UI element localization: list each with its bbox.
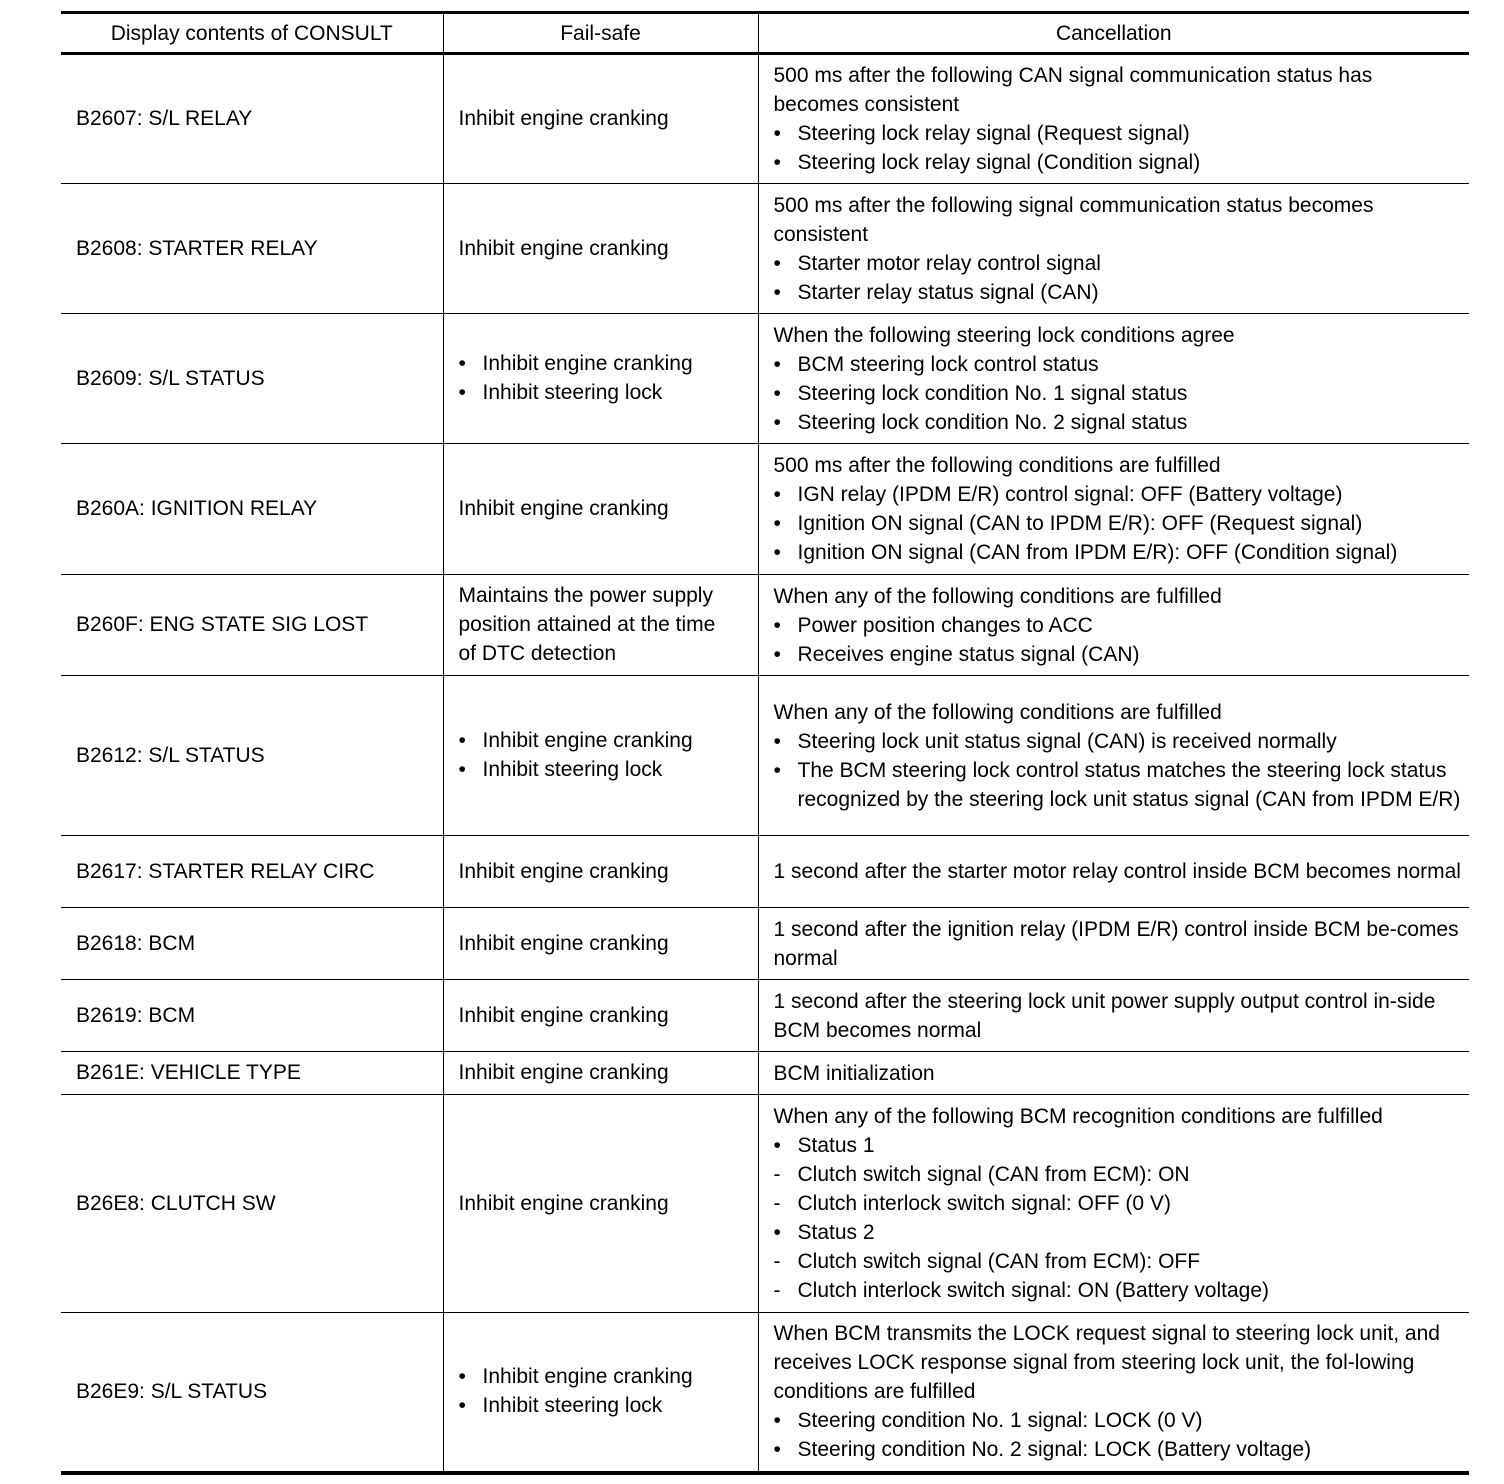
failsafe-item: [459, 1362, 748, 1391]
bullet-icon: •: [773, 483, 781, 506]
failsafe-item: [459, 639, 748, 668]
bullet-icon: •: [773, 381, 781, 405]
failsafe-text: Inhibit engine cranking: [458, 107, 669, 130]
cancellation-cell: [758, 908, 1469, 980]
cancellation-text: 1 second after the starter motor relay control inside BCM becomes normal: [773, 860, 1461, 883]
header-failsafe: Fail-safe: [443, 13, 758, 54]
dtc-code-cell: B2609: S/L STATUS: [76, 366, 265, 390]
item-text: Clutch switch signal (CAN from ECM): ON: [797, 1163, 1190, 1186]
cancellation-text: 500 ms after the following signal communication status becomes consistent: [773, 193, 1374, 246]
dash-item: [774, 1189, 1464, 1218]
bullet-icon: •: [458, 1394, 466, 1418]
bullet-item: [774, 119, 1464, 148]
failsafe-item: [459, 755, 748, 784]
bullet-icon: •: [458, 381, 466, 404]
bullet-icon: •: [773, 122, 781, 145]
cancellation-text: 1 second after the ignition relay (IPDM E/R) control inside BCM be-comes normal: [773, 917, 1459, 970]
dtc-code-cell: B2617: STARTER RELAY CIRC: [76, 859, 375, 883]
item-text: Steering lock relay signal (Condition signal): [797, 151, 1201, 174]
bullet-item: [774, 480, 1464, 509]
cancellation-text: When any of the following conditions are fulfilled: [773, 584, 1222, 608]
bullet-icon: •: [773, 1409, 781, 1433]
failsafe-text: Inhibit steering lock: [482, 1394, 663, 1418]
cancellation-cell: [758, 184, 1469, 314]
dtc-code-cell: B2618: BCM: [76, 931, 196, 955]
item-text: Starter motor relay control signal: [797, 251, 1101, 275]
bullet-item: [774, 408, 1464, 437]
item-text: Steering lock condition No. 1 signal status: [797, 381, 1188, 405]
dtc-code-cell: B261E: VEHICLE TYPE: [76, 1061, 301, 1084]
header-cancellation: Cancellation: [758, 13, 1469, 54]
table-row: [61, 54, 1469, 184]
item-text: Receives engine status signal (CAN): [797, 642, 1140, 666]
cancellation-cell: [758, 314, 1469, 444]
item-text: Status 2: [797, 1221, 875, 1244]
dtc-code-cell: B2608: STARTER RELAY: [76, 236, 318, 260]
table-row: [61, 908, 1469, 980]
dash-item: [774, 1160, 1464, 1189]
failsafe-cell: [443, 836, 758, 908]
item-text: Steering lock unit status signal (CAN) is received normally: [797, 729, 1337, 753]
bullet-icon: •: [773, 280, 781, 304]
failsafe-text: Inhibit engine cranking: [482, 1365, 693, 1389]
bullet-item: [774, 249, 1464, 278]
item-text: The BCM steering lock control status matches the steering lock status recognized by the steering lock unit status signal (CAN from IPDM E/R): [797, 758, 1461, 811]
cancellation-cell: [758, 575, 1469, 676]
item-text: BCM steering lock control status: [797, 352, 1099, 376]
failsafe-text: of DTC detection: [458, 642, 617, 665]
failsafe-cell: [443, 1313, 758, 1473]
bullet-icon: •: [773, 613, 781, 637]
failsafe-text: Inhibit engine cranking: [482, 729, 693, 752]
dtc-code-cell: B260F: ENG STATE SIG LOST: [76, 613, 369, 636]
bullet-item: [774, 1131, 1464, 1160]
failsafe-cell: [443, 575, 758, 676]
bullet-icon: •: [773, 1134, 781, 1157]
bullet-icon: •: [773, 1438, 781, 1462]
bullet-icon: •: [458, 729, 466, 752]
bullet-item: [774, 756, 1464, 814]
cancellation-text: BCM initialization: [773, 1061, 935, 1085]
failsafe-cell: [443, 184, 758, 314]
bullet-icon: •: [458, 758, 466, 781]
failsafe-item: [459, 610, 748, 639]
failsafe-text: Maintains the power supply: [458, 584, 713, 607]
bullet-item: [774, 611, 1464, 640]
failsafe-text: Inhibit steering lock: [482, 381, 663, 404]
item-text: Steering lock condition No. 2 signal status: [797, 410, 1188, 434]
failsafe-text: Inhibit engine cranking: [458, 859, 669, 883]
cancellation-cell: [758, 1095, 1469, 1313]
cancellation-cell: [758, 980, 1469, 1052]
failsafe-text: Inhibit steering lock: [482, 758, 663, 781]
failsafe-cell: [443, 676, 758, 836]
bullet-icon: •: [773, 1221, 781, 1244]
bullet-item: [774, 509, 1464, 538]
header-display: Display contents of CONSULT: [110, 21, 393, 45]
item-text: Ignition ON signal (CAN to IPDM E/R): OFF (Request signal): [797, 512, 1363, 535]
failsafe-item: [459, 494, 748, 523]
cancellation-text: When any of the following BCM recognition conditions are fulfilled: [773, 1105, 1383, 1128]
item-text: Power position changes to ACC: [797, 613, 1093, 637]
item-text: Clutch interlock switch signal: OFF (0 V): [797, 1192, 1171, 1215]
failsafe-text: Inhibit engine cranking: [458, 1003, 669, 1027]
dtc-code-cell: B2619: BCM: [76, 1003, 196, 1027]
dash-icon: -: [773, 1250, 781, 1273]
bullet-icon: •: [773, 352, 781, 376]
bullet-item: [774, 538, 1464, 567]
failsafe-text: position attained at the time: [458, 613, 716, 636]
bullet-icon: •: [773, 642, 781, 666]
failsafe-cell: [443, 444, 758, 575]
dash-icon: -: [773, 1163, 781, 1186]
table-row: [61, 676, 1469, 836]
failsafe-item: [459, 1391, 748, 1420]
item-text: Clutch switch signal (CAN from ECM): OFF: [797, 1250, 1201, 1273]
table-row: [61, 184, 1469, 314]
failsafe-item: [459, 234, 748, 263]
bullet-icon: •: [773, 541, 781, 564]
failsafe-text: Inhibit engine cranking: [458, 1061, 669, 1084]
cancellation-cell: [758, 1052, 1469, 1095]
item-text: Steering condition No. 2 signal: LOCK (Battery voltage): [797, 1438, 1312, 1462]
bullet-icon: •: [458, 1365, 466, 1389]
cancellation-cell: [758, 1313, 1469, 1473]
dash-icon: -: [773, 1279, 781, 1302]
header-row: [61, 13, 1469, 54]
item-text: Steering condition No. 1 signal: LOCK (0 V): [797, 1409, 1203, 1433]
cancellation-text: When BCM transmits the LOCK request signal to steering lock unit, and receives LOCK response signal from steering lock unit, the fol-lowing conditions are fulfilled: [773, 1322, 1440, 1404]
failsafe-item: [459, 378, 748, 407]
table-row: [61, 980, 1469, 1052]
table-row: [61, 836, 1469, 908]
cancellation-text: 500 ms after the following CAN signal communication status has becomes consistent: [773, 64, 1373, 116]
bullet-icon: •: [773, 758, 781, 782]
dash-item: [774, 1247, 1464, 1276]
bullet-icon: •: [773, 729, 781, 753]
table-row: [61, 444, 1469, 575]
table-row: [61, 1095, 1469, 1313]
failsafe-cell: [443, 54, 758, 184]
bullet-icon: •: [773, 251, 781, 275]
failsafe-cell: [443, 1052, 758, 1095]
bullet-item: [774, 379, 1464, 408]
item-text: Ignition ON signal (CAN from IPDM E/R): OFF (Condition signal): [797, 541, 1398, 564]
failsafe-text: Inhibit engine cranking: [458, 236, 669, 260]
bullet-item: [774, 1218, 1464, 1247]
dtc-code-cell: B2607: S/L RELAY: [76, 107, 253, 130]
cancellation-cell: [758, 836, 1469, 908]
failsafe-cell: [443, 908, 758, 980]
bullet-item: [774, 278, 1464, 307]
item-text: Status 1: [797, 1134, 875, 1157]
failsafe-item: [459, 349, 748, 378]
cancellation-text: 1 second after the steering lock unit power supply output control in-side BCM becomes normal: [773, 989, 1436, 1042]
failsafe-item: [459, 1058, 748, 1087]
cancellation-cell: [758, 676, 1469, 836]
bullet-item: [774, 148, 1464, 177]
dtc-code-cell: B260A: IGNITION RELAY: [76, 497, 318, 520]
table-row: [61, 1313, 1469, 1473]
dtc-code-cell: B26E9: S/L STATUS: [76, 1379, 268, 1403]
cancellation-text: When any of the following conditions are fulfilled: [773, 700, 1222, 724]
bullet-item: [774, 1435, 1464, 1464]
failsafe-table: [61, 11, 1469, 1475]
item-text: IGN relay (IPDM E/R) control signal: OFF (Battery voltage): [797, 483, 1343, 506]
failsafe-cell: [443, 314, 758, 444]
failsafe-item: [459, 581, 748, 610]
bullet-icon: •: [773, 410, 781, 434]
failsafe-item: [459, 726, 748, 755]
cancellation-cell: [758, 54, 1469, 184]
cancellation-cell: [758, 444, 1469, 575]
failsafe-text: Inhibit engine cranking: [458, 931, 669, 955]
failsafe-item: [459, 104, 748, 133]
failsafe-item: [459, 1001, 748, 1030]
failsafe-item: [459, 1189, 748, 1218]
item-text: Starter relay status signal (CAN): [797, 280, 1099, 304]
failsafe-cell: [443, 980, 758, 1052]
dash-item: [774, 1276, 1464, 1305]
item-text: Steering lock relay signal (Request signal): [797, 122, 1190, 145]
bullet-item: [774, 727, 1464, 756]
bullet-icon: •: [458, 352, 466, 375]
table-row: [61, 575, 1469, 676]
dash-icon: -: [773, 1192, 781, 1215]
table-row: [61, 314, 1469, 444]
bullet-item: [774, 350, 1464, 379]
cancellation-text: 500 ms after the following conditions are fulfilled: [773, 454, 1221, 477]
bullet-item: [774, 640, 1464, 669]
item-text: Clutch interlock switch signal: ON (Battery voltage): [797, 1279, 1270, 1302]
bullet-item: [774, 1406, 1464, 1435]
dtc-code-cell: B26E8: CLUTCH SW: [76, 1191, 276, 1215]
failsafe-text: Inhibit engine cranking: [482, 352, 693, 375]
dtc-code-cell: B2612: S/L STATUS: [76, 743, 265, 767]
failsafe-item: [459, 857, 748, 886]
bullet-icon: •: [773, 151, 781, 174]
cancellation-text: When the following steering lock conditions agree: [773, 323, 1235, 347]
failsafe-text: Inhibit engine cranking: [458, 497, 669, 520]
failsafe-item: [459, 929, 748, 958]
failsafe-text: Inhibit engine cranking: [458, 1191, 669, 1215]
table-row: [61, 1052, 1469, 1095]
failsafe-cell: [443, 1095, 758, 1313]
bullet-icon: •: [773, 512, 781, 535]
